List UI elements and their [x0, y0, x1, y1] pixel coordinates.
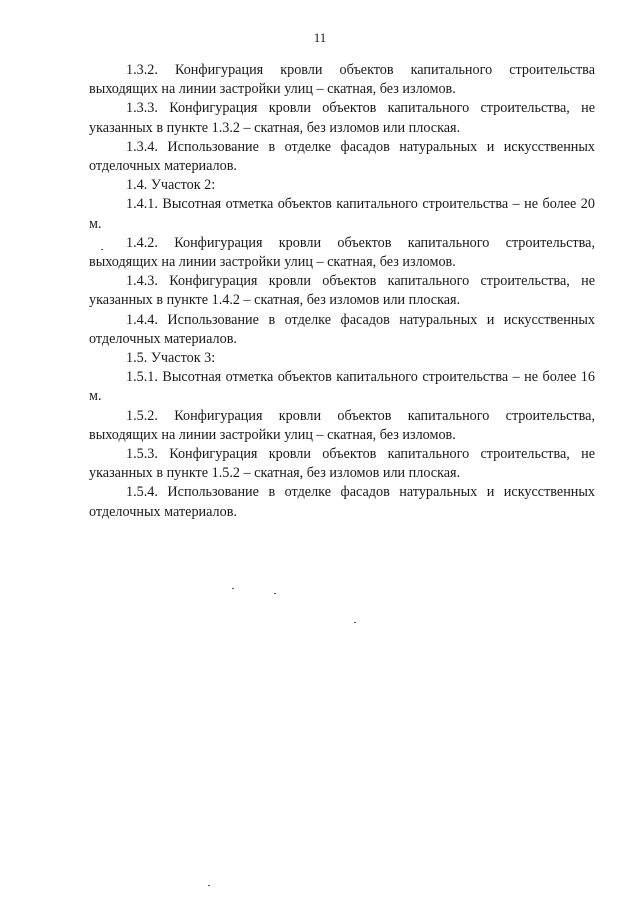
- paragraph-1-3-2: 1.3.2. Конфигурация кровли объектов капитального строительства выходящих на линии застройки улиц – скатная, без изломов.: [89, 62, 595, 98]
- paragraph-1-4-1: 1.4.1. Высотная отметка объектов капитального строительства – не более 20 м.: [89, 196, 595, 232]
- section-heading-1-5: 1.5. Участок 3:: [126, 350, 216, 367]
- scan-speck: [101, 249, 103, 250]
- scan-speck: [232, 588, 234, 589]
- scan-speck: [274, 593, 276, 594]
- document-body: [89, 61, 595, 522]
- paragraph-1-3-3: 1.3.3. Конфигурация кровли объектов капитального строительства, не указанных в пункте 1.3.2 – скатная, без изломов или плоская.: [89, 100, 595, 136]
- paragraph-1-5-2: 1.5.2. Конфигурация кровли объектов капитального строительства, выходящих на линии застройки улиц – скатная, без изломов.: [89, 407, 595, 443]
- page-number: 11: [313, 30, 327, 45]
- paragraph-1-5-3: 1.5.3. Конфигурация кровли объектов капитального строительства, не указанных в пункте 1.5.2 – скатная, без изломов или плоская.: [89, 446, 595, 482]
- paragraph-1-4-4: 1.4.4. Использование в отделке фасадов натуральных и искусственных отделочных материалов.: [89, 311, 595, 347]
- paragraph-1-3-4: 1.3.4. Использование в отделке фасадов натуральных и искусственных отделочных материалов.: [89, 138, 595, 175]
- paragraph-1-4-2: 1.4.2. Конфигурация кровли объектов капитального строительства, выходящих на линии застройки улиц – скатная, без изломов.: [89, 234, 595, 271]
- paragraph-1-5-1: 1.5.1. Высотная отметка объектов капитального строительства – не более 16 м.: [89, 369, 595, 405]
- paragraph-1-4-3: 1.4.3. Конфигурация кровли объектов капитального строительства, не указанных в пункте 1.4.2 – скатная, без изломов или плоская.: [89, 273, 595, 309]
- paragraph-1-5-4: 1.5.4. Использование в отделке фасадов натуральных и искусственных отделочных материалов.: [89, 484, 595, 520]
- scan-speck: [354, 622, 356, 623]
- section-heading-1-4: 1.4. Участок 2:: [126, 177, 216, 194]
- scan-speck: [208, 885, 210, 886]
